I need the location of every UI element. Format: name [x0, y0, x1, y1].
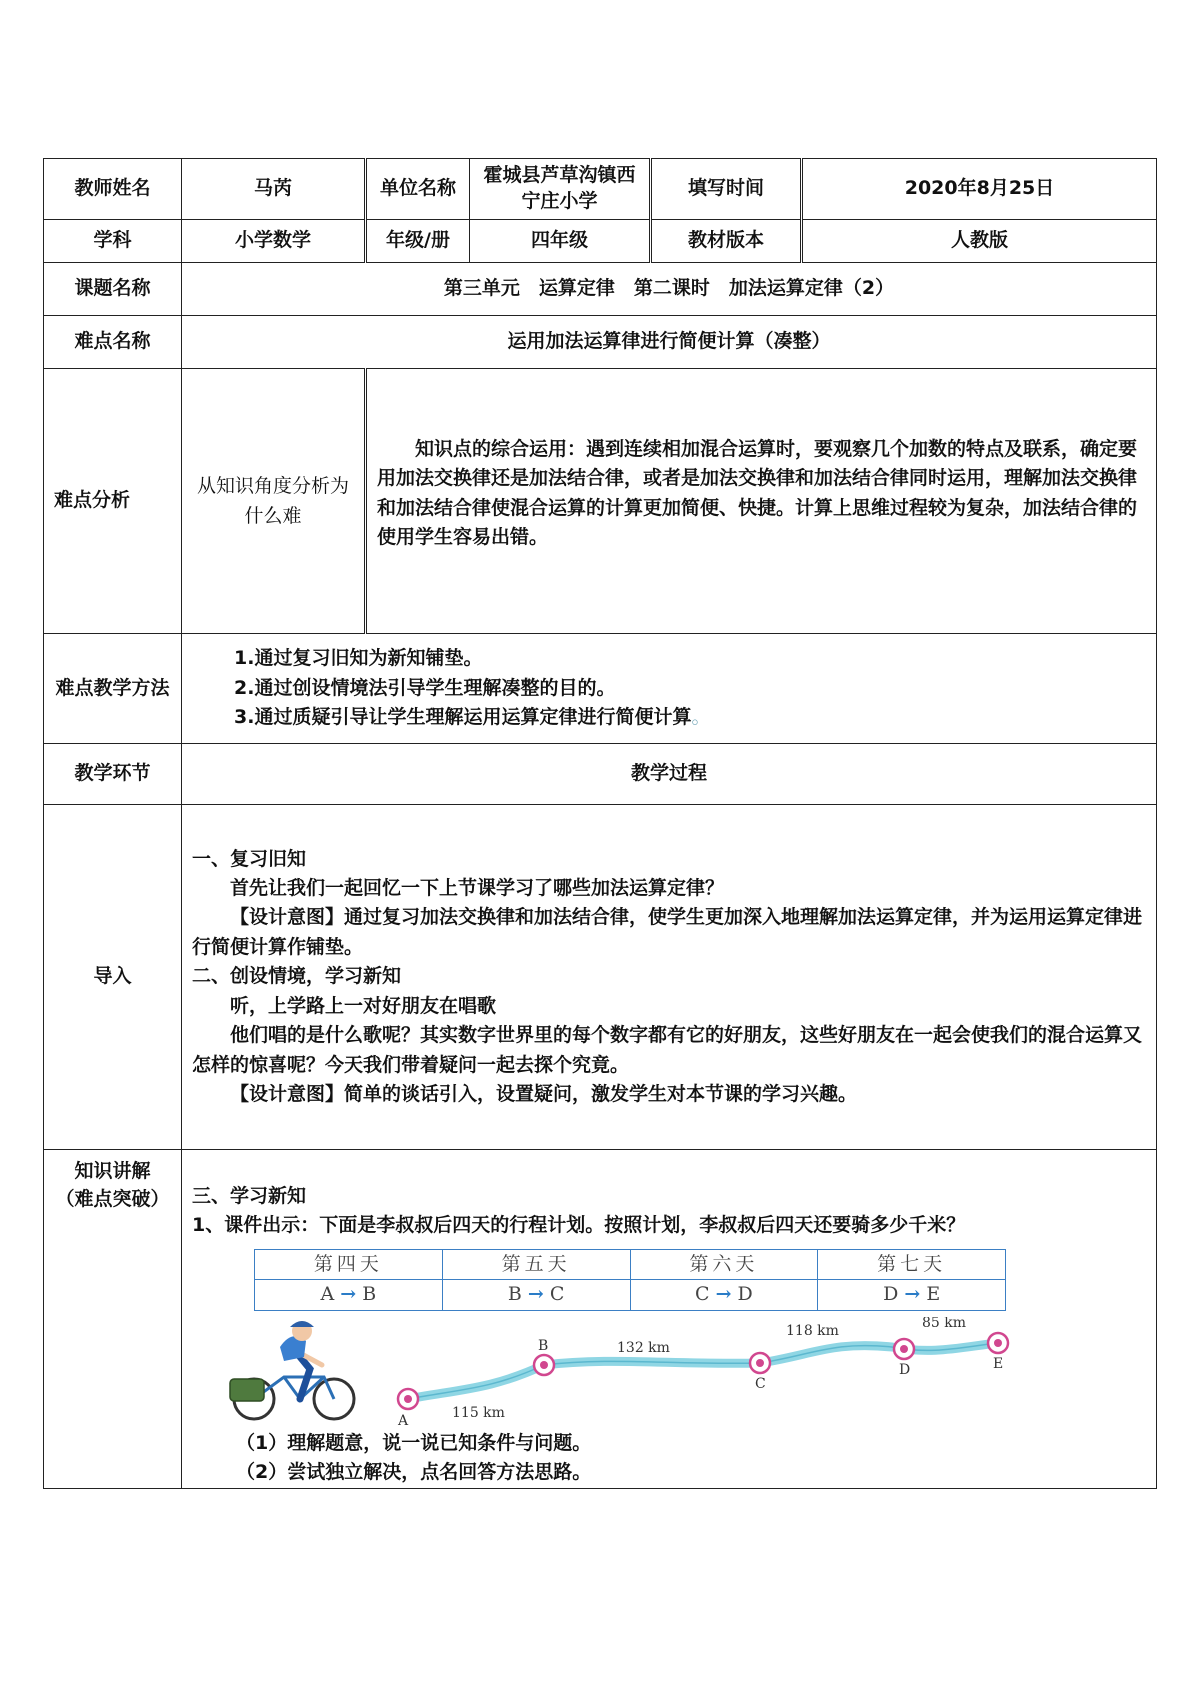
method-item-2: 2.通过创设情境法引导学生理解凑整的目的。	[234, 676, 616, 699]
edition-value: 人教版	[802, 220, 1157, 263]
day-4: 第四天	[255, 1249, 443, 1279]
analysis-label: 难点分析	[44, 369, 182, 634]
arrow-icon: →	[904, 1283, 921, 1306]
method-list	[182, 634, 1157, 744]
day-6: 第六天	[630, 1249, 818, 1279]
time-label: 填写时间	[651, 159, 802, 220]
method-item-3-mark: 。	[691, 706, 711, 729]
intro-para-2: 【设计意图】通过复习加法交换律和加法结合律，使学生更加深入地理解加法运算定律，并为运用运算定律进行简便计算作铺垫。	[192, 906, 1143, 958]
knowledge-label-line1: 知识讲解	[74, 1160, 151, 1182]
knowledge-label	[44, 1150, 182, 1489]
method-label: 难点教学方法	[44, 634, 182, 744]
process-header: 教学过程	[182, 744, 1157, 805]
method-item-1: 1.通过复习旧知为新知铺垫。	[234, 647, 483, 670]
teacher-label: 教师姓名	[44, 159, 182, 220]
leg-cd: C → D	[630, 1280, 818, 1310]
analysis-sub-label	[182, 369, 366, 634]
intro-para-4: 他们唱的是什么歌呢？其实数字世界里的每个数字都有它的好朋友，这些好朋友在一起会使我们的混合运算又怎样的惊喜呢？今天我们带着疑问一起去探个究竟。	[192, 1024, 1143, 1076]
method-item-3	[234, 703, 1156, 732]
analysis-sub-label-line2: 什么难	[244, 505, 302, 527]
subject-value: 小学数学	[182, 220, 366, 263]
step-1: （1）理解题意，说一说已知条件与问题。	[236, 1431, 592, 1454]
dist-ab: 115 km	[452, 1404, 505, 1421]
intro-para-3: 听，上学路上一对好朋友在唱歌	[230, 994, 497, 1017]
intro-para-5: 【设计意图】简单的谈话引入，设置疑问，激发学生对本节课的学习兴趣。	[230, 1083, 858, 1106]
point-d-label: D	[899, 1361, 911, 1378]
unit-name-line1: 霍城县芦草沟镇西	[483, 164, 636, 187]
analysis-text-cell	[366, 369, 1157, 634]
grade-value: 四年级	[470, 220, 651, 263]
cyclist-icon	[230, 1321, 354, 1419]
unit-name	[470, 159, 651, 220]
dist-bc: 132 km	[617, 1339, 670, 1356]
method-item-3-text: 3.通过质疑引导让学生理解运用运算定律进行简便计算	[234, 706, 692, 729]
leg-de: D → E	[818, 1280, 1006, 1310]
analysis-text: 知识点的综合运用：遇到连续相加混合运算时，要观察几个加数的特点及联系，确定要用加法交换律还是加法结合律，或者是加法交换律和加法结合律同时运用，理解加法交换律和加法结合律使混合运算的计算更加简便、快捷。计算上思维过程较为复杂，加法结合律的使用学生容易出错。	[377, 438, 1138, 549]
day-7: 第七天	[818, 1249, 1006, 1279]
topic-value: 第三单元 运算定律 第二课时 加法运算定律（2）	[182, 263, 1157, 316]
teacher-name: 马芮	[182, 159, 366, 220]
route-map	[192, 1317, 1072, 1429]
leg-ab: A → B	[255, 1280, 443, 1310]
lesson-plan-table	[43, 158, 1157, 1489]
arrow-icon: →	[527, 1283, 544, 1306]
arrow-icon: →	[715, 1283, 732, 1306]
edition-label: 教材版本	[651, 220, 802, 263]
analysis-sub-label-line1: 从知识角度分析为	[196, 474, 349, 497]
knowledge-heading: 三、学习新知	[192, 1185, 307, 1207]
leg-bc: B → C	[442, 1280, 630, 1310]
knowledge-question: 1、课件出示：下面是李叔叔后四天的行程计划。按照计划，李叔叔后四天还要骑多少千米？	[192, 1214, 966, 1237]
process-step-label: 教学环节	[44, 744, 182, 805]
step-2: （2）尝试独立解决，点名回答方法思路。	[236, 1461, 592, 1484]
dist-cd: 118 km	[786, 1322, 839, 1339]
intro-para-1: 首先让我们一起回忆一下上节课学习了哪些加法运算定律？	[230, 876, 725, 899]
unit-name-line2: 宁庄小学	[521, 190, 598, 212]
dist-de: 85 km	[922, 1316, 967, 1331]
point-a-label: A	[398, 1412, 409, 1429]
intro-heading-2: 二、创设情境，学习新知	[192, 965, 402, 988]
intro-label: 导入	[44, 805, 182, 1150]
intro-content	[182, 805, 1157, 1150]
point-e-label: E	[993, 1355, 1004, 1372]
point-c-label: C	[755, 1375, 766, 1392]
arrow-icon: →	[340, 1283, 357, 1306]
point-b-label: B	[538, 1337, 549, 1354]
subject-label: 学科	[44, 220, 182, 263]
grade-label: 年级/册	[366, 220, 470, 263]
difficulty-label: 难点名称	[44, 316, 182, 369]
fill-time: 2020年8月25日	[802, 159, 1157, 220]
day-5: 第五天	[442, 1249, 630, 1279]
intro-heading-1: 一、复习旧知	[192, 847, 307, 870]
difficulty-value: 运用加法运算律进行简便计算（凑整）	[182, 316, 1157, 369]
topic-label: 课题名称	[44, 263, 182, 316]
knowledge-label-line2: （难点突破）	[55, 1187, 170, 1210]
knowledge-content	[182, 1150, 1157, 1489]
route-plan-table	[254, 1249, 1006, 1311]
unit-label: 单位名称	[366, 159, 470, 220]
